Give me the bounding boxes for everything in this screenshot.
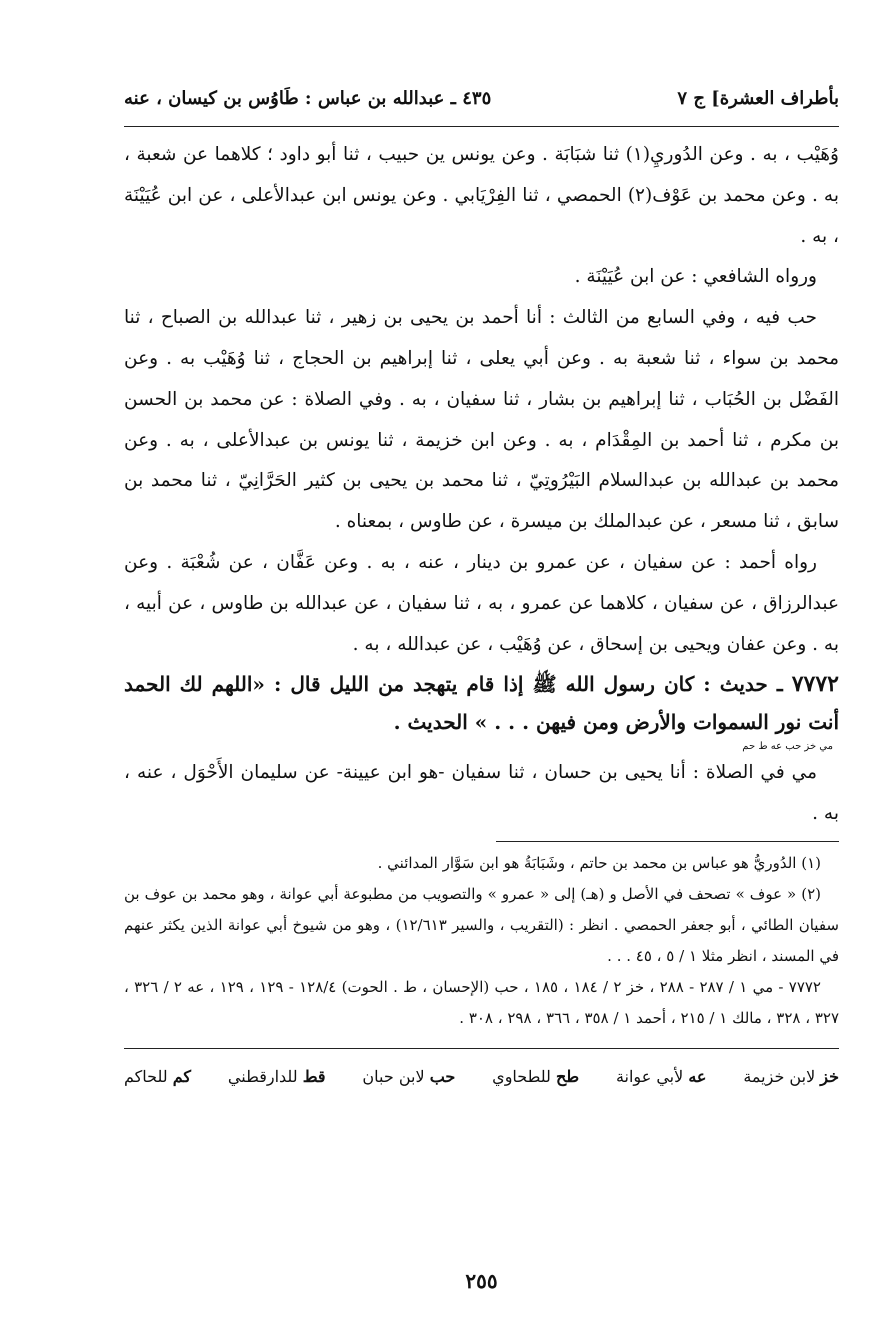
paragraph-4: رواه أحمد : عن سفيان ، عن عمرو بن دينار ، عنه ، به . وعن عَفَّان ، عن شُعْبَة . وعن عبدالرزاق ، عن سفيان ، كلاهما عن عمرو ، به ، ثنا سفيان ، عن عبدالله بن طاوس ، عن أبيه ، به . وعن عفان ويحيى بن إسحاق ، عن وُهَيْب ، عن عبدالله ، به . xyxy=(124,551,839,655)
page-header xyxy=(124,78,839,127)
source-marks: مي خز حب عه ط حم xyxy=(742,741,833,753)
hadith-entry xyxy=(124,665,839,753)
hadith-heading xyxy=(124,665,839,741)
footnote-divider xyxy=(496,841,839,842)
abbreviation-item: حب لابن حبان xyxy=(362,1066,456,1086)
hadith-number: ٧٧٧٢ xyxy=(791,671,839,698)
footnotes xyxy=(124,848,839,1034)
running-title: بأطراف العشرة] ج ٧ xyxy=(677,88,839,109)
abbreviation-item: كم للحاكم xyxy=(124,1066,192,1086)
paragraph-1: وُهَيْب ، به . وعن الدُوريِ(١) ثنا شبَابَة . وعن يونس ين حبيب ، ثنا أبو داود ؛ كلاهما عن شعبة ، به . وعن محمد بن عَوْف(٢) الحمصي ، ثنا الفِرْيَابي . وعن يونس ابن عبدالأعلى ، عن ابن عُيَيْنَة ، به . xyxy=(124,144,839,247)
footnote-3: ٧٧٧٢ - مي ١ / ٢٨٧ - ٢٨٨ ، خز ٢ / ١٨٤ ، ١٨٥ ، حب (الإحسان ، ط . الحوت) ١٢٨/٤ - ١٢٩ ، ١٢٩ ، عه ٢ / ٣٢٦ ، ٣٢٧ ، ٣٢٨ ، مالك ١ / ٢١٥ ، أحمد ١ / ٣٥٨ ، ٣٦٦ ، ٢٩٨ ، ٣٠٨ . xyxy=(124,977,839,1027)
abbreviation-item: خز لابن خزيمة xyxy=(743,1066,839,1086)
main-text xyxy=(124,135,839,835)
abbreviation-item: طح للطحاوي xyxy=(492,1066,580,1086)
page-number: ٢٥٥ xyxy=(465,1269,498,1293)
paragraph-3: حب فيه ، وفي السابع من الثالث : أنا أحمد بن يحيى بن زهير ، ثنا عبدالله بن الصباح ، ثنا محمد بن سواء ، ثنا شعبة به . وعن أبي يعلى ، ثنا إبراهيم بن الحجاج ، ثنا وُهَيْب به . وعن الفَضْل بن الحُبَاب ، ثنا إبراهيم بن بشار ، ثنا سفيان ، به . وفي الصلاة : عن محمد بن الحسن بن مكرم ، ثنا أحمد بن المِقْدَام ، به . وعن ابن خزيمة ، ثنا يونس بن عبدالأعلى ، به . وعن محمد بن عبدالله بن عبدالسلام البَيْرُوتِيّ ، ثنا محمد بن يحيى بن كثير الحَرَّانِيّ ، ثنا محمد بن سابق ، ثنا مسعر ، عن عبدالملك بن ميسرة ، عن طاوس ، بمعناه . xyxy=(124,307,839,533)
chapter-title: ٤٣٥ ـ عبدالله بن عباس : طَاوُس بن كيسان ، عنه xyxy=(124,88,492,109)
abbreviations-divider xyxy=(124,1048,839,1049)
abbreviation-item: عه لأبي عوانة xyxy=(615,1066,707,1086)
book-page xyxy=(124,78,839,1293)
footnote-1: (١) الدُوريُّ هو عباس بن محمد بن حاتم ، وشَبَابَةُ هو ابن سَوَّار المدائني . xyxy=(377,853,821,872)
paragraph-2: ورواه الشافعي : عن ابن عُيَيْنَة . xyxy=(574,266,817,288)
paragraph-5: مي في الصلاة : أنا يحيى بن حسان ، ثنا سفيان -هو ابن عيينة- عن سليمان الأَحْوَل ، عنه ، به . xyxy=(124,762,839,825)
hadith-text: ـ حديث : كان رسول الله ﷺ إذا قام يتهجد من الليل قال : «اللهم لك الحمد أنت نور السموات والأرض ومن فيهن . . . » الحديث . xyxy=(124,672,839,735)
abbreviations-key xyxy=(124,1067,839,1086)
footnote-2: (٢) « عوف » تصحف في الأصل و (هـ) إلى « عمرو » والتصويب من مطبوعة أبي عوانة ، وهو محمد بن عوف بن سفيان الطائي ، أبو جعفر الحمصي . انظر : (التقريب ، والسير ١٢/٦١٣) ، وهو من شيوخ أبي عوانة الذين يكثر عنهم في المسند ، انظر مثلا ١ / ٥ ، ٤٥ . . . xyxy=(124,884,839,965)
abbreviation-item: قط للدارقطني xyxy=(227,1066,326,1086)
